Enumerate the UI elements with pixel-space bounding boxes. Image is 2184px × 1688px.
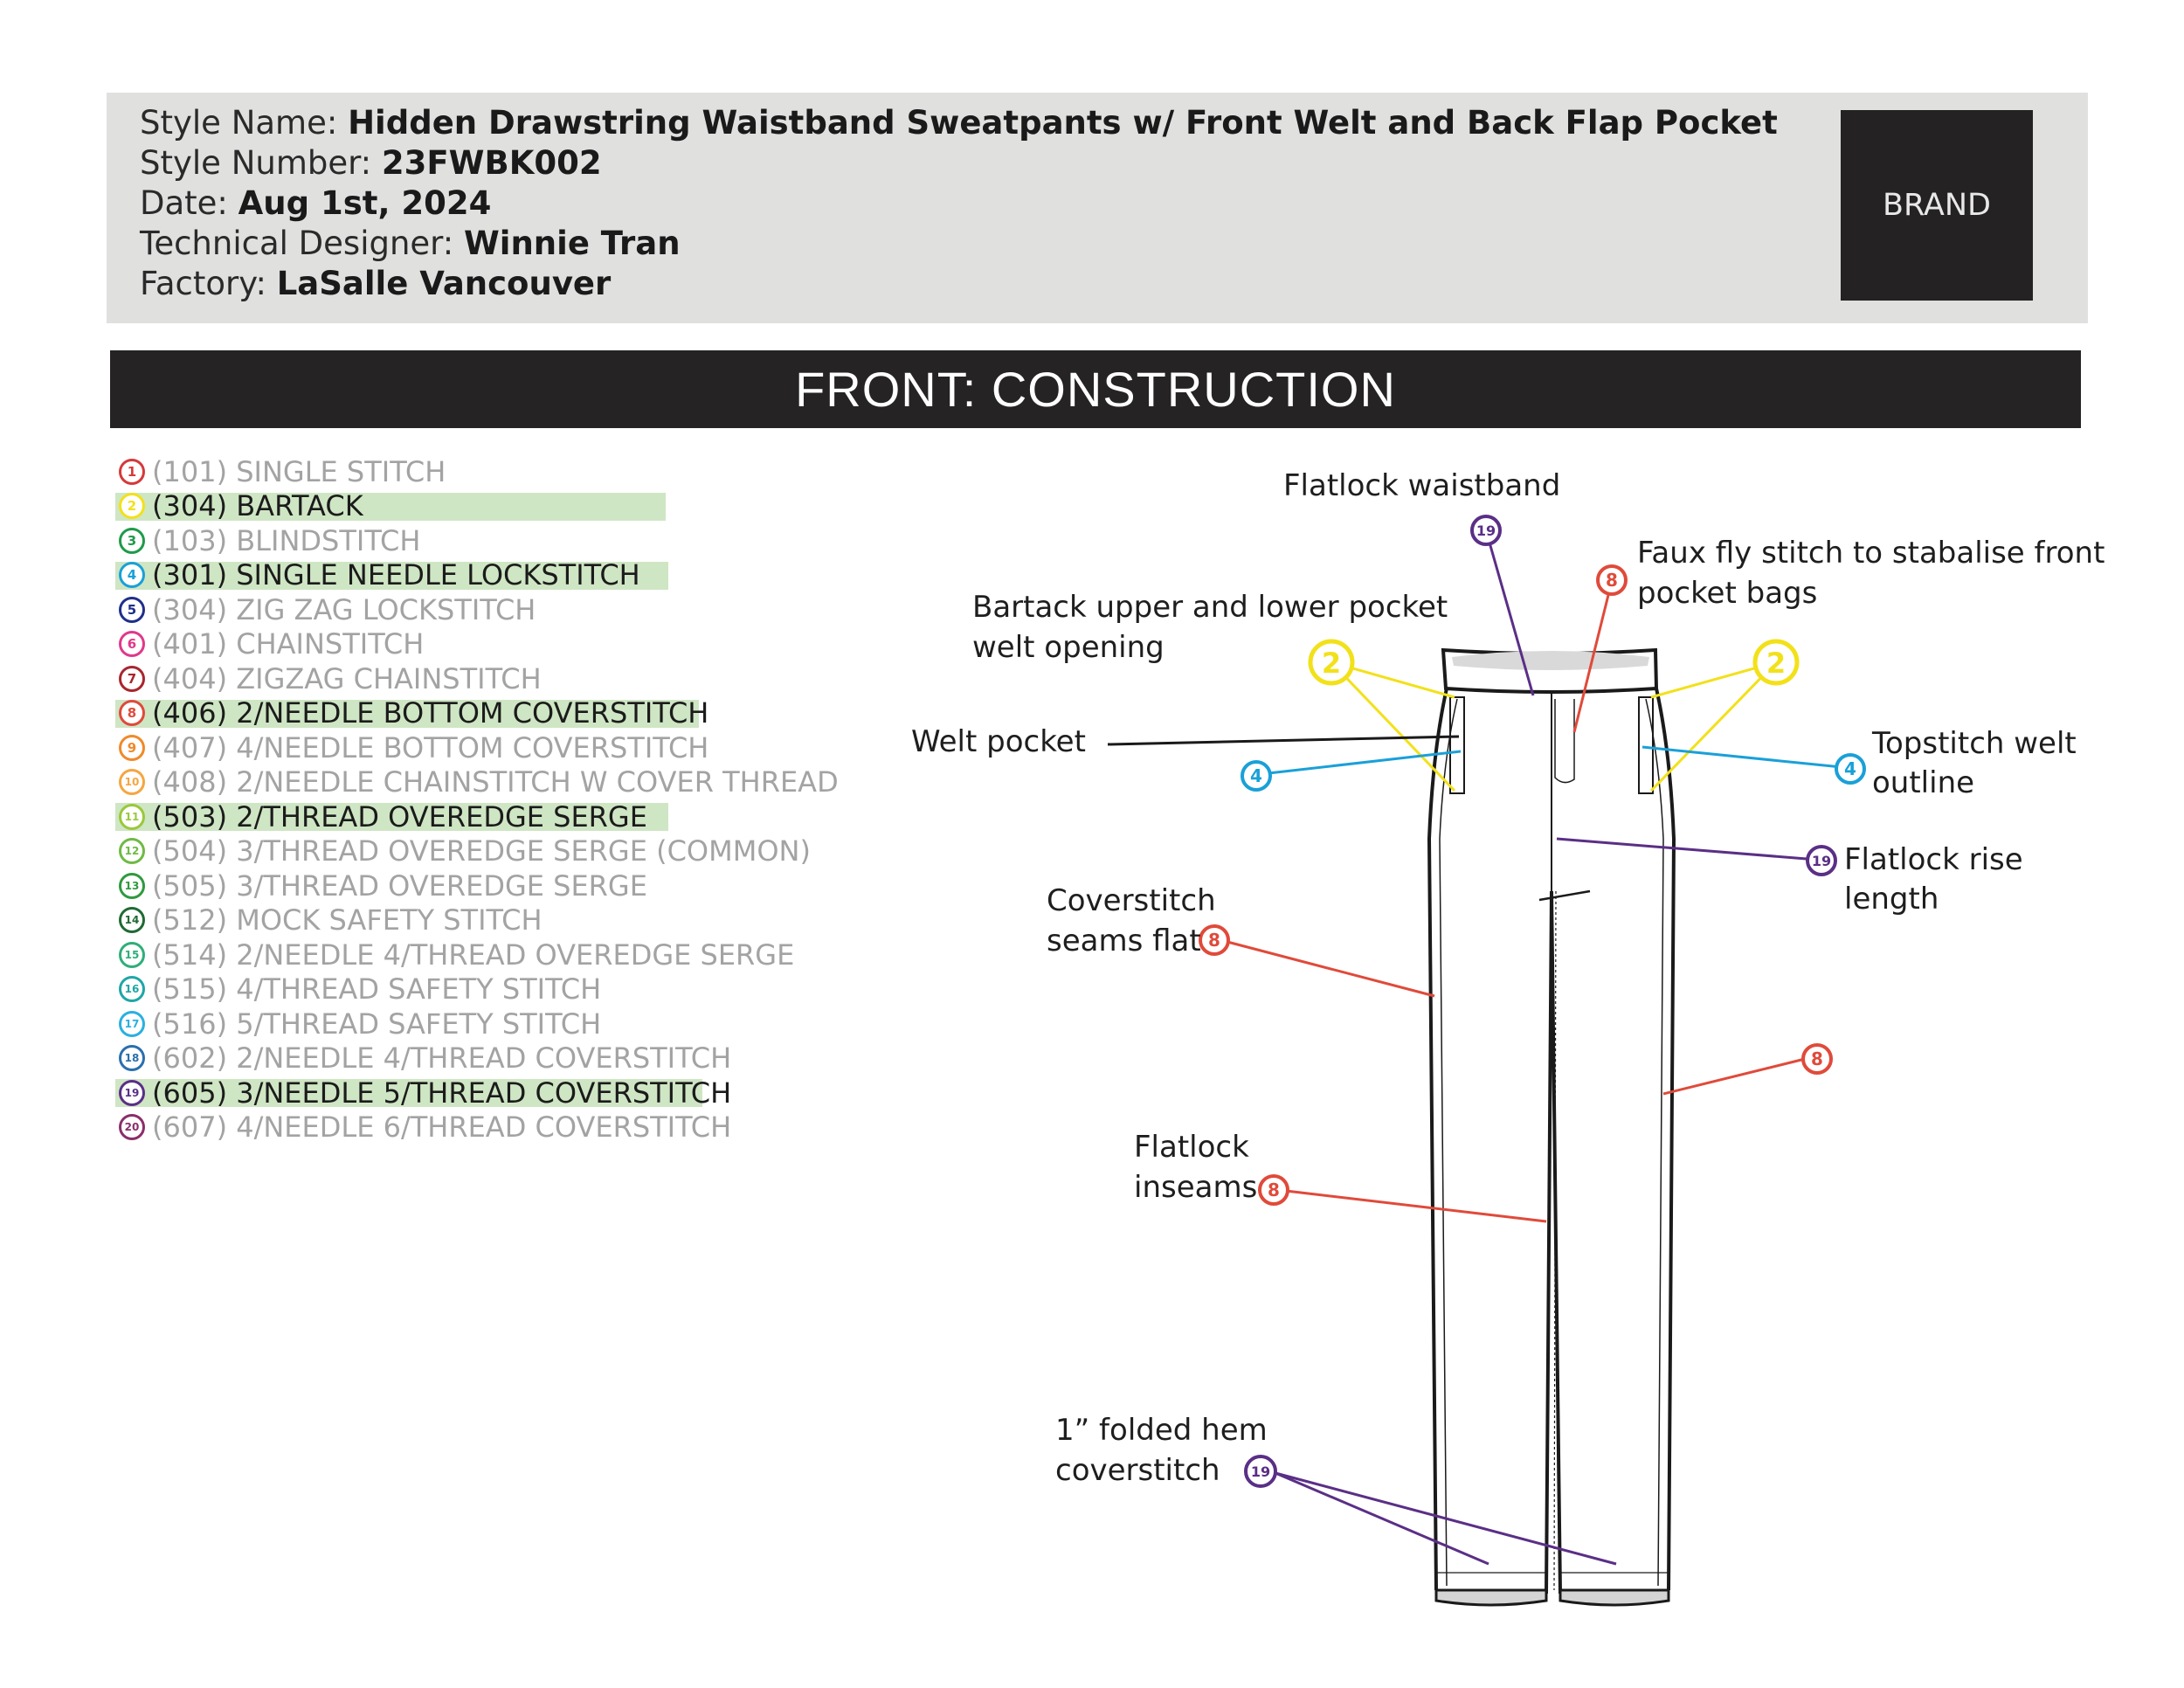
badge-label: 8: [1208, 930, 1220, 951]
legend-label: (602) 2/NEEDLE 4/THREAD COVERSTITCH: [152, 1041, 732, 1076]
left-inseam: [1546, 891, 1552, 1594]
style-number-label: Style Number:: [140, 144, 372, 182]
callout-coverstitch-line1: Coverstitch: [1047, 883, 1216, 918]
legend-number-badge: 18: [119, 1045, 145, 1071]
callout-welt-pocket: Welt pocket: [911, 724, 1086, 759]
badge-welt-left: [1242, 762, 1270, 790]
fly-stitch: [1555, 699, 1574, 783]
legend-label: (301) SINGLE NEEDLE LOCKSTITCH: [152, 558, 640, 592]
legend-label: (404) ZIGZAG CHAINSTITCH: [152, 661, 542, 695]
right-hem: [1560, 1590, 1669, 1605]
badge-rise: [1807, 847, 1835, 875]
left-welt: [1450, 697, 1464, 793]
legend-number-badge: 13: [119, 873, 145, 899]
badge-hem: [1246, 1456, 1275, 1486]
badge-inseams: [1260, 1176, 1288, 1204]
legend-label: (503) 2/THREAD OVEREDGE SERGE: [152, 799, 647, 834]
badge-welt-right: [1836, 755, 1864, 783]
badge-label: 2: [1766, 647, 1787, 680]
legend-number-badge: 8: [119, 700, 145, 726]
legend-label: (516) 5/THREAD SAFETY STITCH: [152, 1007, 602, 1041]
callout-hem-line2: coverstitch: [1055, 1453, 1220, 1488]
callout-topstitch-line1: Topstitch welt: [1872, 726, 2077, 761]
badge-waistband: [1472, 516, 1500, 544]
legend-number-badge: 1: [119, 459, 145, 485]
legend-label: (515) 4/THREAD SAFETY STITCH: [152, 972, 602, 1007]
badge-coverstitch-right: [1803, 1045, 1831, 1073]
callout-flatlock-waistband: Flatlock waistband: [1283, 468, 1561, 503]
legend-label: (407) 4/NEEDLE BOTTOM COVERSTITCH: [152, 730, 709, 764]
legend-label: (406) 2/NEEDLE BOTTOM COVERSTITCH: [152, 696, 709, 730]
badge-faux-fly: [1598, 566, 1626, 594]
legend-label: (401) CHAINSTITCH: [152, 627, 425, 661]
badge-label: 19: [1250, 1463, 1271, 1480]
legend-label: (408) 2/NEEDLE CHAINSTITCH W COVER THREAD: [152, 765, 839, 799]
legend-number-badge: 15: [119, 942, 145, 968]
factory-label: Factory:: [140, 265, 266, 302]
callout-coverstitch-line2: seams flat: [1047, 924, 1201, 958]
legend-number-badge: 9: [119, 735, 145, 761]
style-name-label: Style Name:: [140, 104, 338, 142]
callout-hem-line1: 1” folded hem: [1055, 1413, 1268, 1448]
right-welt: [1639, 697, 1653, 793]
badge-coverstitch-left: [1200, 926, 1228, 954]
legend-label: (505) 3/THREAD OVEREDGE SERGE: [152, 868, 647, 903]
callout-rise-line1: Flatlock rise: [1844, 842, 2023, 877]
designer-label: Technical Designer:: [140, 225, 454, 262]
left-outseam: [1429, 688, 1447, 1590]
right-outseam-topstitch: [1646, 699, 1663, 1586]
badge-bartack-right: [1755, 641, 1797, 683]
legend-label: (103) BLINDSTITCH: [152, 523, 421, 557]
callout-rise-line2: length: [1844, 882, 1939, 917]
crotch-mark: [1539, 891, 1590, 900]
factory-value: LaSalle Vancouver: [276, 265, 612, 302]
legend-label: (512) MOCK SAFETY STITCH: [152, 903, 543, 937]
section-title: FRONT: CONSTRUCTION: [110, 350, 2081, 428]
legend-number-badge: 11: [119, 804, 145, 830]
date-value: Aug 1st, 2024: [238, 184, 492, 222]
legend-number-badge: 10: [119, 769, 145, 795]
legend-label: (605) 3/NEEDLE 5/THREAD COVERSTITCH: [152, 1076, 732, 1110]
date-label: Date:: [140, 184, 228, 222]
badge-label: 8: [1606, 570, 1618, 591]
legend-number-badge: 3: [119, 528, 145, 554]
legend-number-badge: 4: [119, 562, 145, 588]
left-hem: [1436, 1590, 1546, 1605]
pants-sketch: [1429, 650, 1674, 1605]
legend-number-badge: 6: [119, 631, 145, 657]
callout-inseams-line2: inseams: [1134, 1170, 1258, 1205]
legend-number-badge: 7: [119, 666, 145, 692]
legend-label: (514) 2/NEEDLE 4/THREAD OVEREDGE SERGE: [152, 937, 795, 972]
legend-number-badge: 5: [119, 597, 145, 623]
badge-bartack-left: [1310, 641, 1352, 683]
callout-topstitch-line2: outline: [1872, 765, 1975, 800]
legend-label: (101) SINGLE STITCH: [152, 454, 446, 488]
legend-label: (304) ZIG ZAG LOCKSTITCH: [152, 592, 536, 626]
designer-value: Winnie Tran: [463, 225, 681, 262]
legend-number-badge: 19: [119, 1080, 145, 1106]
badge-label: 19: [1476, 522, 1496, 539]
legend-number-badge: 17: [119, 1011, 145, 1037]
style-name-value: Hidden Drawstring Waistband Sweatpants w/ Front Welt and Back Flap Pocket: [348, 104, 1778, 142]
legend-number-badge: 20: [119, 1114, 145, 1140]
callout-inseams-line1: Flatlock: [1134, 1130, 1249, 1165]
badge-label: 8: [1268, 1180, 1280, 1200]
legend-label: (607) 4/NEEDLE 6/THREAD COVERSTITCH: [152, 1110, 732, 1145]
badge-label: 2: [1321, 647, 1342, 680]
badge-label: 4: [1844, 758, 1856, 779]
callout-faux-fly-line2: pocket bags: [1637, 576, 1818, 611]
legend-label: (304) BARTACK: [152, 489, 363, 523]
badge-label: 4: [1250, 765, 1262, 786]
callout-faux-fly-line1: Faux fly stitch to stabalise front: [1637, 536, 2105, 571]
legend-number-badge: 2: [119, 493, 145, 519]
callout-bartack-line2: welt opening: [972, 630, 1165, 665]
legend-number-badge: 12: [119, 838, 145, 864]
badge-label: 19: [1811, 853, 1832, 869]
callout-bartack-line1: Bartack upper and lower pocket: [972, 590, 1448, 625]
legend-number-badge: 14: [119, 907, 145, 933]
legend-number-badge: 16: [119, 976, 145, 1002]
style-number-value: 23FWBK002: [381, 144, 602, 182]
brand-logo: BRAND: [1841, 110, 2033, 301]
legend-label: (504) 3/THREAD OVEREDGE SERGE (COMMON): [152, 834, 811, 868]
left-outseam-topstitch: [1440, 699, 1457, 1586]
badge-label: 8: [1811, 1048, 1823, 1069]
